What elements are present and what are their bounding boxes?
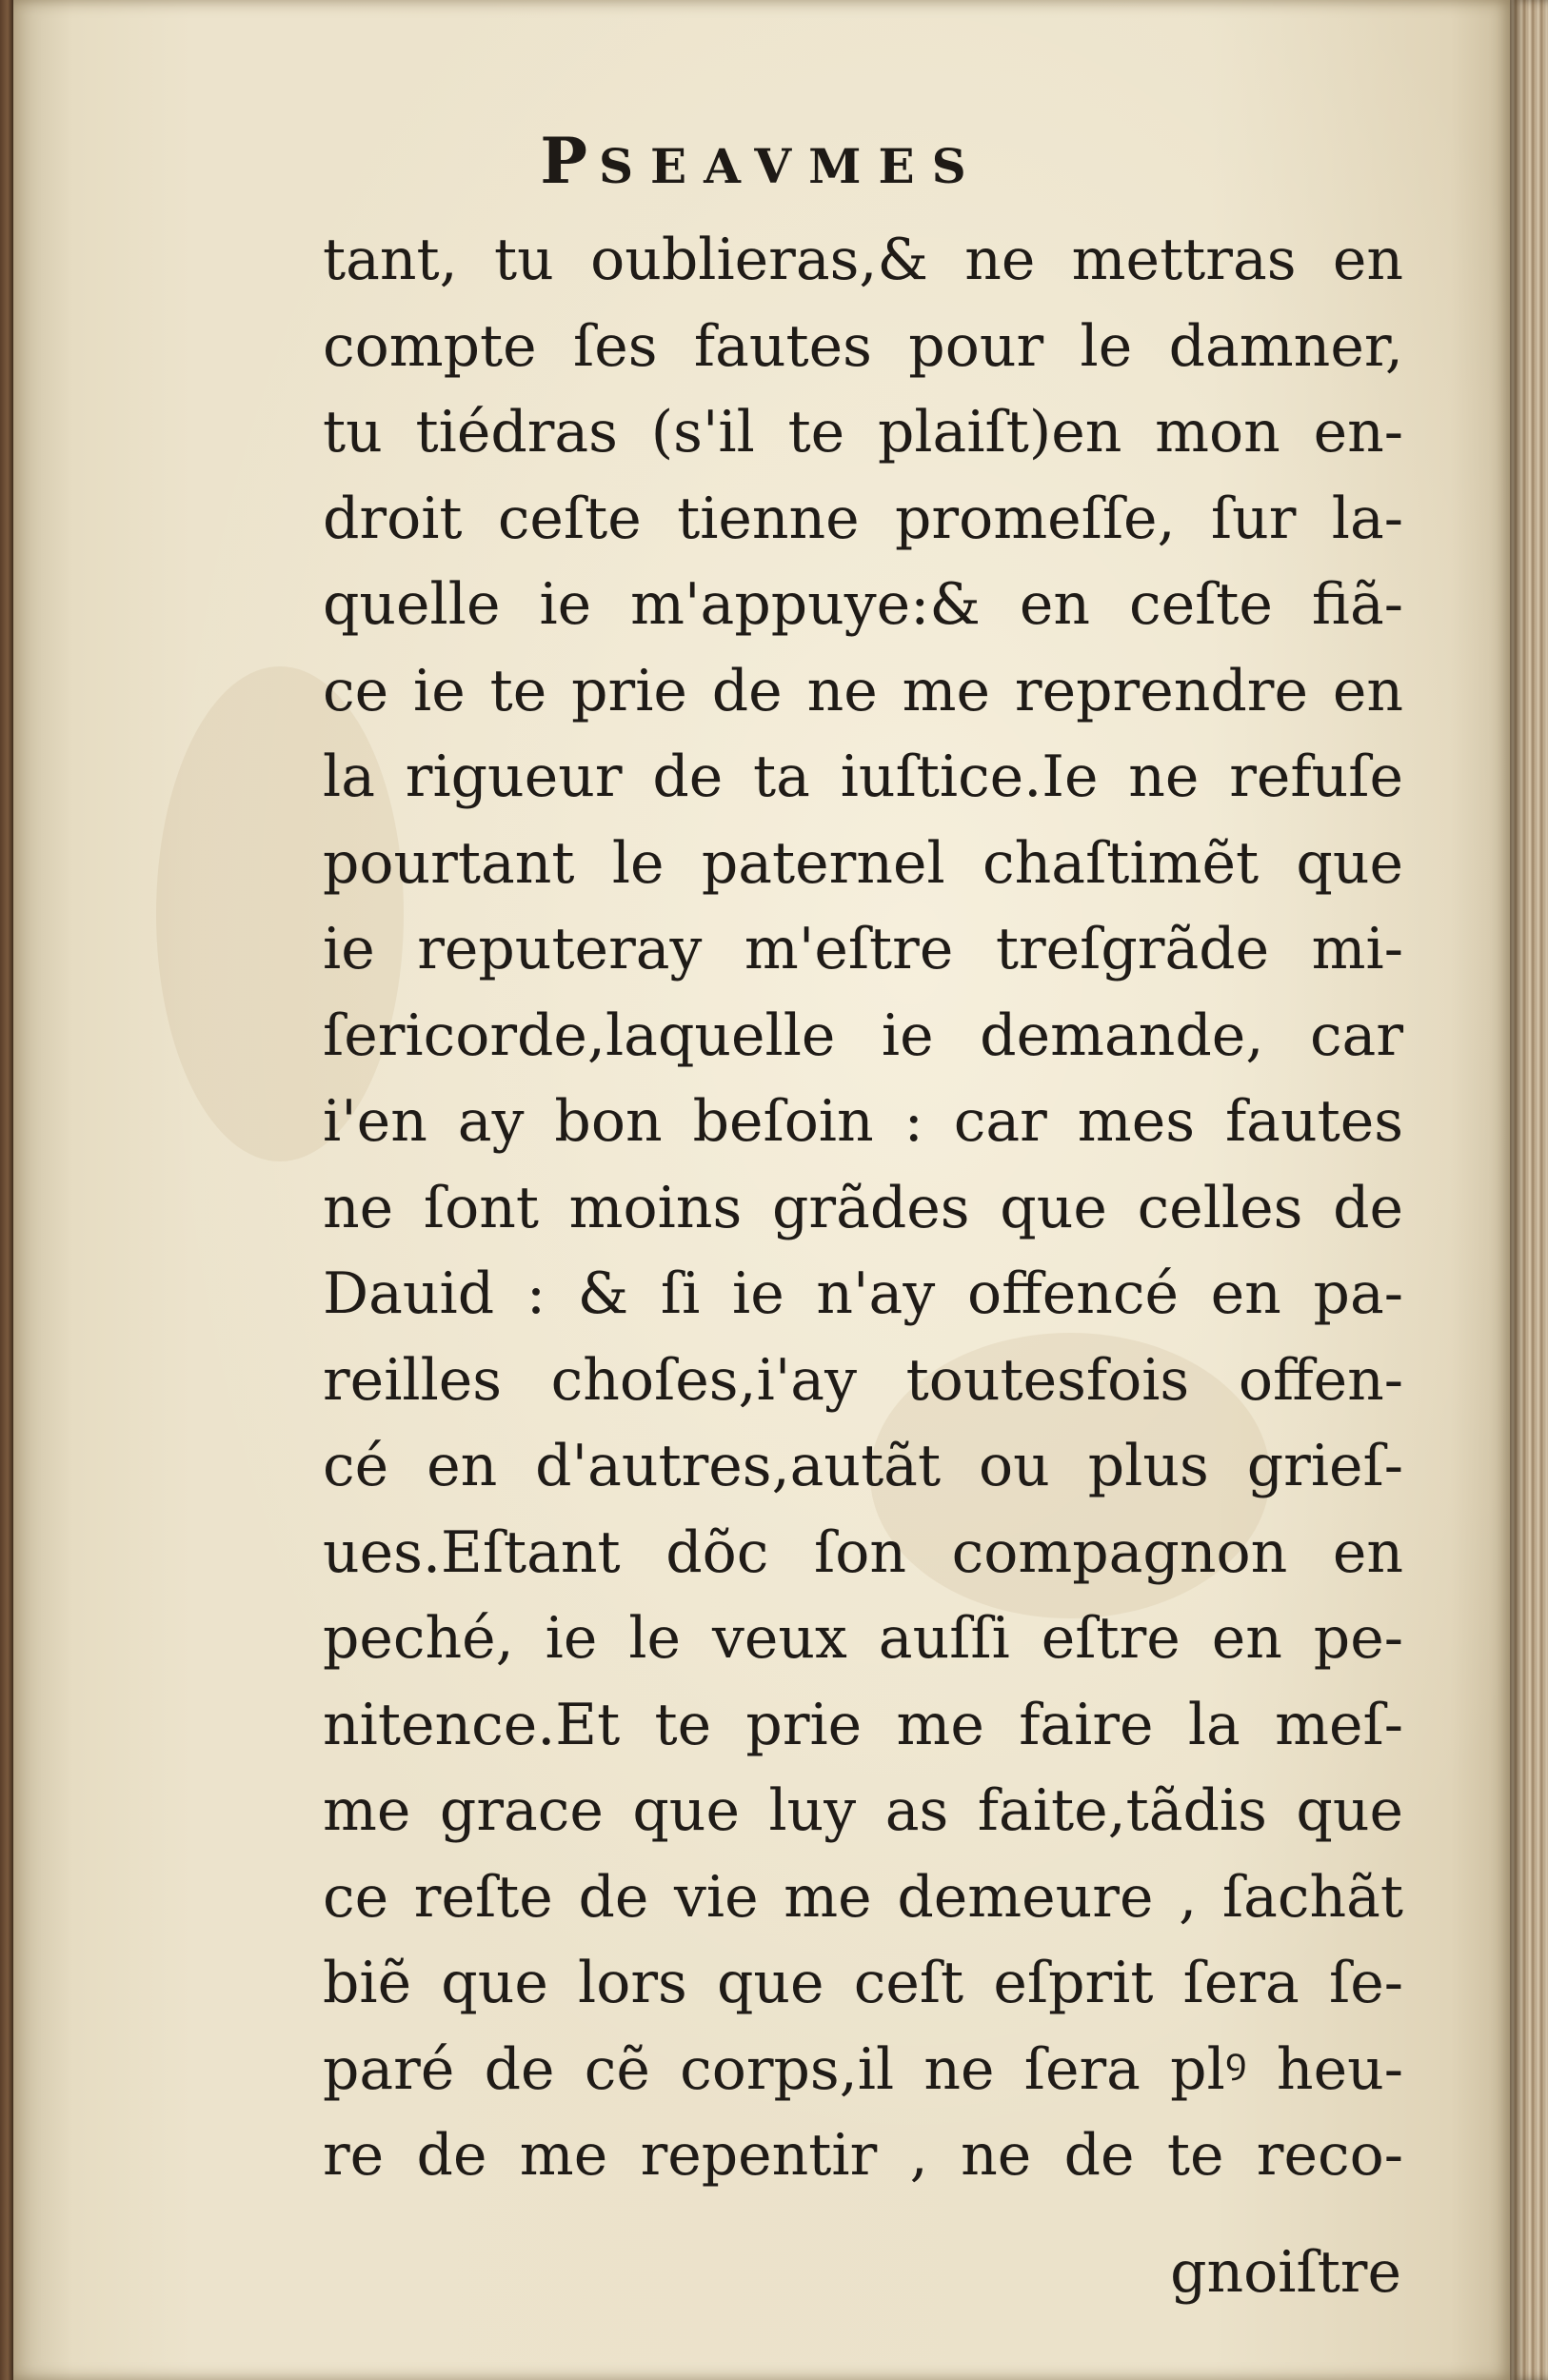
text-line: cé en d'autres,autãt ou plus grieſ- bbox=[323, 1433, 1403, 1499]
text-line: compte ſes fautes pour le damner, bbox=[323, 312, 1403, 380]
text-line: ſericorde,laquelle ie demande, car bbox=[323, 1002, 1403, 1069]
page-fore-edge bbox=[1510, 0, 1548, 2380]
text-line: re de me repentir , ne de te reco- bbox=[323, 2122, 1403, 2189]
catchword: gnoiſtre bbox=[1170, 2239, 1401, 2306]
text-line: quelle ie m'appuye:& en ceſte fiã- bbox=[323, 571, 1403, 638]
text-line: ne ſont moins grãdes que celles de bbox=[323, 1174, 1403, 1241]
text-line: la rigueur de ta iuſtice.Ie ne refuſe bbox=[323, 744, 1403, 810]
running-head bbox=[13, 124, 1510, 198]
text-line: ce reſte de vie me demeure , ſachãt bbox=[323, 1863, 1403, 1931]
text-line: pourtant le paternel chaſtimẽt que bbox=[323, 829, 1403, 897]
book-page bbox=[13, 0, 1510, 2380]
text-line: reilles choſes,i'ay toutesfois offen- bbox=[323, 1346, 1403, 1414]
text-line: ce ie te prie de ne me reprendre en bbox=[323, 657, 1403, 724]
text-line: ie reputeray m'eſtre treſgrãde mi- bbox=[323, 916, 1403, 982]
text-line: droit ceſte tienne promeſſe, ſur la- bbox=[323, 485, 1403, 552]
text-line: biẽ que lors que ceſt eſprit ſera ſe- bbox=[323, 1950, 1403, 2016]
text-line: Dauid : & ſi ie n'ay offencé en pa- bbox=[323, 1260, 1403, 1327]
text-line: tant, tu oublieras,& ne mettras en bbox=[323, 227, 1403, 293]
text-line: peché, ie le veux auſſi eſtre en pe- bbox=[323, 1605, 1403, 1672]
body-text bbox=[323, 217, 1403, 2199]
running-head-initial: P bbox=[540, 124, 599, 198]
text-line: me grace que luy as faite,tãdis que bbox=[323, 1777, 1403, 1844]
text-line: ues.Eſtant dõc ſon compagnon en bbox=[323, 1518, 1403, 1586]
text-line: i'en ay bon beſoin : car mes fautes bbox=[323, 1088, 1403, 1155]
running-head-rest: SEAVMES bbox=[598, 138, 983, 194]
text-line: tu tiédras (s'il te plaiſt)en mon en- bbox=[323, 399, 1403, 466]
text-line: nitence.Et te prie me faire la meſ- bbox=[323, 1691, 1403, 1758]
text-line: paré de cẽ corps,il ne ſera plꝰ heu- bbox=[323, 2035, 1403, 2103]
